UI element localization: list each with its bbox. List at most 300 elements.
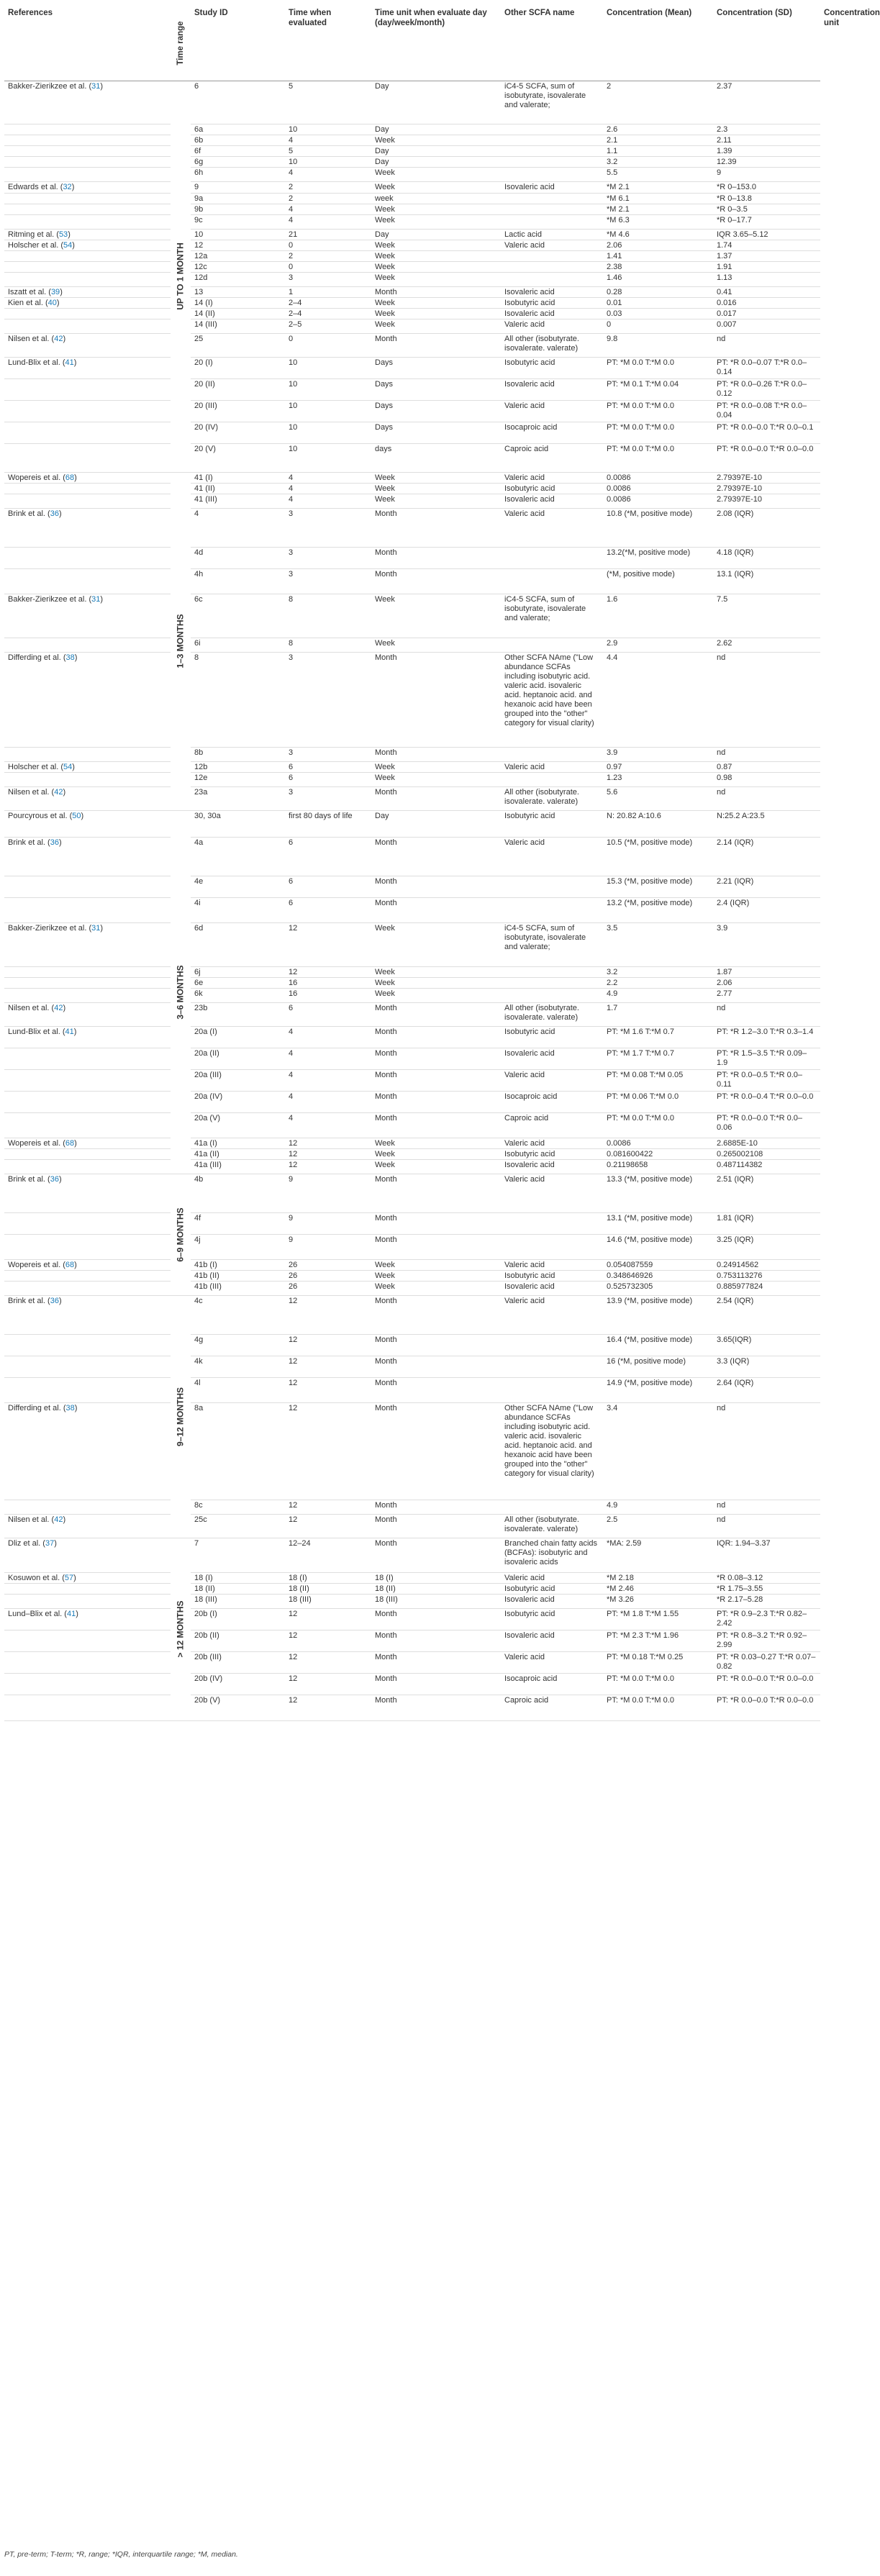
table-row (4, 1651, 820, 1673)
scfa-name-cell: Other SCFA NAme ("Low abundance SCFAs including isobutyric acid. valeric acid. isovaleric acid. heptanoic acid. and hexanoic acid have been grouped into the "other" category for visual clarity) (501, 652, 603, 747)
time-unit-cell: Week (371, 922, 501, 966)
study-id-cell: 6 (191, 81, 285, 124)
citation-link[interactable]: 39 (50, 287, 60, 296)
study-id-cell: 9c (191, 214, 285, 229)
time-evaluated-cell: 26 (285, 1259, 371, 1270)
header-concentration-mean: Concentration (Mean) (603, 6, 713, 81)
reference-author: Ritming et al. (8, 230, 55, 239)
reference-cell: Wopereis et al. (68) (4, 1259, 171, 1270)
time-evaluated-cell: 1 (285, 286, 371, 297)
table-row (4, 145, 820, 156)
table-row (4, 988, 820, 1002)
concentration-sd-cell: 1.37 (713, 250, 820, 261)
time-evaluated-cell: 12 (285, 1138, 371, 1148)
citation-link[interactable]: 41 (65, 1027, 74, 1036)
reference-cell (4, 1594, 171, 1608)
time-evaluated-cell: 3 (285, 786, 371, 810)
concentration-sd-cell: 0.016 (713, 297, 820, 308)
reference-cell (4, 443, 171, 472)
study-id-cell: 12c (191, 261, 285, 272)
concentration-sd-cell: PT: *R 0.0–0.4 T:*R 0.0–0.0 (713, 1091, 820, 1112)
concentration-mean-cell: PT: *M 0.06 T:*M 0.0 (603, 1091, 713, 1112)
study-id-cell: 20a (II) (191, 1048, 285, 1069)
concentration-mean-cell: PT: *M 0.08 T:*M 0.05 (603, 1069, 713, 1091)
concentration-sd-cell: 13.1 (IQR) (713, 568, 820, 594)
citation-link[interactable]: 68 (65, 1138, 75, 1148)
table-row (4, 1234, 820, 1259)
table-row (4, 1270, 820, 1281)
study-id-cell: 7 (191, 1538, 285, 1572)
reference-author: Dliz et al. (8, 1538, 41, 1548)
table-header: References Time range Study ID Time when evaluated Time unit when evaluate day (day/week/month) Other SCFA name Concentration (Mean) Concentration (SD) Concentration unit (4, 6, 820, 81)
time-range-label: 1–3 MONTHS (175, 614, 186, 668)
citation-link[interactable]: 36 (50, 1174, 59, 1184)
concentration-mean-cell: PT: *M 0.0 T:*M 0.0 (603, 1695, 713, 1720)
table-row (4, 1594, 820, 1608)
reference-cell (4, 319, 171, 333)
study-id-cell: 41a (I) (191, 1138, 285, 1148)
table-row (4, 1402, 820, 1500)
time-unit-cell: Week (371, 1281, 501, 1295)
time-unit-cell: Month (371, 547, 501, 568)
citation-link[interactable]: 54 (63, 762, 73, 771)
time-unit-cell: Week (371, 1148, 501, 1159)
citation-link[interactable]: 41 (66, 1609, 76, 1618)
table-row (4, 1091, 820, 1112)
study-id-cell: 4g (191, 1334, 285, 1356)
time-evaluated-cell: 12 (285, 1651, 371, 1673)
time-unit-cell: Day (371, 229, 501, 240)
study-id-cell: 25c (191, 1514, 285, 1538)
reference-author: Bakker-Zierikzee et al. (8, 923, 87, 933)
reference-cell (4, 1234, 171, 1259)
concentration-mean-cell: 10.5 (*M, positive mode) (603, 837, 713, 876)
time-evaluated-cell: 2 (285, 250, 371, 261)
reference-cell: Wopereis et al. (68) (4, 1138, 171, 1148)
reference-cell (4, 977, 171, 988)
citation-link[interactable]: 32 (63, 182, 72, 191)
concentration-sd-cell: nd (713, 652, 820, 747)
time-evaluated-cell: 12 (285, 1377, 371, 1402)
reference-cell (4, 897, 171, 922)
concentration-mean-cell: *M 2.1 (603, 204, 713, 214)
citation-link[interactable]: 53 (58, 230, 68, 239)
time-evaluated-cell: 4 (285, 135, 371, 145)
time-evaluated-cell: 3 (285, 568, 371, 594)
reference-author: Brink et al. (8, 509, 45, 518)
scfa-name-cell (501, 204, 603, 214)
time-unit-cell: Week (371, 214, 501, 229)
scfa-name-cell: Isocaproic acid (501, 422, 603, 443)
concentration-sd-cell: 1.39 (713, 145, 820, 156)
reference-cell (4, 1281, 171, 1295)
reference-author: Lund-Blix et al. (8, 358, 60, 367)
table-body (4, 81, 820, 1720)
table-row (4, 1673, 820, 1695)
concentration-sd-cell: 1.74 (713, 240, 820, 250)
study-id-cell: 4 (191, 508, 285, 547)
study-id-cell: 41b (III) (191, 1281, 285, 1295)
concentration-mean-cell: 0.348646926 (603, 1270, 713, 1281)
time-evaluated-cell: 5 (285, 81, 371, 124)
header-time-evaluated: Time when evaluated (285, 6, 371, 81)
time-evaluated-cell: 2–4 (285, 308, 371, 319)
reference-author: Differding et al. (8, 1403, 61, 1412)
reference-author: Iszatt et al. (8, 287, 47, 296)
study-id-cell: 14 (II) (191, 308, 285, 319)
table-row (4, 1002, 820, 1026)
time-evaluated-cell: 26 (285, 1281, 371, 1295)
table-row (4, 547, 820, 568)
citation-link[interactable]: 41 (65, 358, 74, 367)
time-unit-cell: Days (371, 378, 501, 400)
citation-link[interactable]: 31 (91, 923, 101, 933)
citation-link[interactable]: 54 (63, 240, 73, 250)
study-id-cell: 6b (191, 135, 285, 145)
scfa-name-cell: Valeric acid (501, 508, 603, 547)
table-row (4, 594, 820, 638)
citation-link[interactable]: 31 (91, 81, 101, 91)
concentration-sd-cell: 2.79397E-10 (713, 472, 820, 483)
study-id-cell: 10 (191, 229, 285, 240)
study-id-cell: 41 (III) (191, 494, 285, 508)
citation-link[interactable]: 31 (91, 594, 101, 604)
citation-link[interactable]: 38 (65, 653, 75, 662)
concentration-mean-cell: *M 6.1 (603, 193, 713, 204)
time-unit-cell: Month (371, 876, 501, 897)
concentration-mean-cell: 2 (603, 81, 713, 124)
study-id-cell: 12e (191, 772, 285, 786)
time-evaluated-cell: 10 (285, 378, 371, 400)
time-unit-cell: Month (371, 837, 501, 876)
concentration-sd-cell: 2.51 (IQR) (713, 1174, 820, 1212)
time-evaluated-cell: 0 (285, 261, 371, 272)
citation-link[interactable]: 42 (54, 334, 63, 343)
time-evaluated-cell: 18 (III) (285, 1594, 371, 1608)
time-unit-cell: Month (371, 1334, 501, 1356)
time-range-label: 3–6 MONTHS (175, 964, 186, 1020)
study-id-cell: 8c (191, 1500, 285, 1514)
concentration-mean-cell: *M 6.3 (603, 214, 713, 229)
scfa-name-cell (501, 1500, 603, 1514)
reference-cell: Nilsen et al. (42) (4, 786, 171, 810)
reference-cell: Kosuwon et al. (57) (4, 1572, 171, 1583)
scfa-name-cell (501, 167, 603, 181)
reference-author: Brink et al. (8, 838, 45, 847)
reference-cell: Brink et al. (36) (4, 1174, 171, 1212)
table-row (4, 422, 820, 443)
reference-cell (4, 145, 171, 156)
time-evaluated-cell: 6 (285, 876, 371, 897)
table-row (4, 240, 820, 250)
reference-cell (4, 124, 171, 135)
reference-cell: Bakker-Zierikzee et al. (31) (4, 922, 171, 966)
study-id-cell: 23a (191, 786, 285, 810)
table-row (4, 181, 820, 193)
study-id-cell: 6e (191, 977, 285, 988)
table-row (4, 786, 820, 810)
time-unit-cell: 18 (II) (371, 1583, 501, 1594)
study-id-cell: 6f (191, 145, 285, 156)
concentration-sd-cell: *R 1.75–3.55 (713, 1583, 820, 1594)
scfa-name-cell (501, 1334, 603, 1356)
scfa-name-cell (501, 193, 603, 204)
time-evaluated-cell: 3 (285, 747, 371, 761)
time-evaluated-cell: 5 (285, 145, 371, 156)
concentration-mean-cell: 2.1 (603, 135, 713, 145)
concentration-sd-cell: *R 0–3.5 (713, 204, 820, 214)
time-unit-cell: Month (371, 1500, 501, 1514)
reference-cell (4, 1334, 171, 1356)
concentration-mean-cell: PT: *M 0.0 T:*M 0.0 (603, 422, 713, 443)
concentration-mean-cell: PT: *M 0.0 T:*M 0.0 (603, 400, 713, 422)
time-unit-cell: Month (371, 897, 501, 922)
scfa-name-cell: Isobutyric acid (501, 1270, 603, 1281)
reference-cell: Nilsen et al. (42) (4, 333, 171, 357)
time-evaluated-cell: 12 (285, 1695, 371, 1720)
citation-link[interactable]: 42 (54, 1003, 63, 1012)
table-row (4, 229, 820, 240)
study-id-cell: 8b (191, 747, 285, 761)
scfa-name-cell: All other (isobutyrate. isovalerate. valerate) (501, 1002, 603, 1026)
reference-cell: Dliz et al. (37) (4, 1538, 171, 1572)
study-id-cell: 6c (191, 594, 285, 638)
header-scfa-name: Other SCFA name (501, 6, 603, 81)
reference-cell (4, 156, 171, 167)
reference-cell: Brink et al. (36) (4, 1295, 171, 1334)
time-evaluated-cell: 4 (285, 1069, 371, 1091)
concentration-mean-cell: PT: *M 0.0 T:*M 0.0 (603, 443, 713, 472)
concentration-mean-cell: 16 (*M, positive mode) (603, 1356, 713, 1377)
table-row (4, 1377, 820, 1402)
study-id-cell: 20a (I) (191, 1026, 285, 1048)
reference-cell: Nilsen et al. (42) (4, 1514, 171, 1538)
reference-author: Brink et al. (8, 1174, 45, 1184)
table-row (4, 308, 820, 319)
table-row (4, 443, 820, 472)
concentration-sd-cell: nd (713, 1002, 820, 1026)
time-evaluated-cell: 6 (285, 837, 371, 876)
concentration-sd-cell: 3.65(IQR) (713, 1334, 820, 1356)
time-evaluated-cell: 6 (285, 897, 371, 922)
table-row (4, 357, 820, 378)
table-row (4, 1538, 820, 1572)
scfa-name-cell: Valeric acid (501, 1138, 603, 1148)
time-unit-cell: Days (371, 422, 501, 443)
concentration-mean-cell: 0.03 (603, 308, 713, 319)
reference-cell: Bakker-Zierikzee et al. (31) (4, 594, 171, 638)
citation-link[interactable]: 36 (50, 838, 59, 847)
time-evaluated-cell: 4 (285, 472, 371, 483)
reference-cell (4, 876, 171, 897)
reference-cell (4, 308, 171, 319)
citation-link[interactable]: 42 (54, 1515, 63, 1524)
citation-link[interactable]: 50 (72, 811, 81, 820)
study-id-cell: 6d (191, 922, 285, 966)
concentration-mean-cell: 5.5 (603, 167, 713, 181)
concentration-sd-cell: PT: *R 0.0–0.5 T:*R 0.0–0.11 (713, 1069, 820, 1091)
citation-link[interactable]: 42 (54, 787, 63, 797)
concentration-sd-cell: 1.13 (713, 272, 820, 286)
study-id-cell: 6i (191, 638, 285, 652)
reference-author: Nilsen et al. (8, 1003, 50, 1012)
scfa-name-cell: All other (isobutyrate. isovalerate. valerate) (501, 333, 603, 357)
table-row (4, 966, 820, 977)
scfa-name-cell: Caproic acid (501, 1695, 603, 1720)
concentration-sd-cell: 2.21 (IQR) (713, 876, 820, 897)
time-unit-cell: Week (371, 1270, 501, 1281)
table-row (4, 494, 820, 508)
time-unit-cell: Week (371, 167, 501, 181)
concentration-sd-cell: PT: *R 1.5–3.5 T:*R 0.09–1.9 (713, 1048, 820, 1069)
scfa-name-cell: Isobutyric acid (501, 1583, 603, 1594)
table-row (4, 272, 820, 286)
time-unit-cell: Month (371, 1091, 501, 1112)
concentration-mean-cell: 1.46 (603, 272, 713, 286)
citation-link[interactable]: 68 (65, 473, 75, 482)
time-unit-cell: Week (371, 472, 501, 483)
study-id-cell: 41 (I) (191, 472, 285, 483)
concentration-sd-cell: PT: *R 0.9–2.3 T:*R 0.82–2.42 (713, 1608, 820, 1630)
reference-cell (4, 1500, 171, 1514)
scfa-name-cell: Isovaleric acid (501, 286, 603, 297)
time-evaluated-cell: 10 (285, 357, 371, 378)
time-evaluated-cell: 3 (285, 272, 371, 286)
scfa-name-cell: Valeric acid (501, 319, 603, 333)
reference-author: Nilsen et al. (8, 1515, 50, 1524)
study-id-cell: 9b (191, 204, 285, 214)
time-unit-cell: Month (371, 1651, 501, 1673)
scfa-name-cell (501, 747, 603, 761)
reference-cell (4, 1159, 171, 1174)
concentration-sd-cell: 0.487114382 (713, 1159, 820, 1174)
table-row (4, 977, 820, 988)
concentration-sd-cell: nd (713, 747, 820, 761)
scfa-name-cell: Caproic acid (501, 443, 603, 472)
time-unit-cell: Month (371, 286, 501, 297)
scfa-name-cell: iC4-5 SCFA, sum of isobutyrate, isovalerate and valerate; (501, 81, 603, 124)
concentration-mean-cell: 9.8 (603, 333, 713, 357)
table-row (4, 638, 820, 652)
header-time-unit: Time unit when evaluate day (day/week/month) (371, 6, 501, 81)
study-id-cell: 20a (III) (191, 1069, 285, 1091)
time-unit-cell: Month (371, 1695, 501, 1720)
table-row (4, 876, 820, 897)
concentration-mean-cell: 1.1 (603, 145, 713, 156)
study-id-cell: 4e (191, 876, 285, 897)
time-evaluated-cell: 2–4 (285, 297, 371, 308)
citation-link[interactable]: 40 (47, 298, 57, 307)
concentration-sd-cell: nd (713, 1500, 820, 1514)
concentration-mean-cell: PT: *M 0.0 T:*M 0.0 (603, 1673, 713, 1695)
scfa-name-cell: Isobutyric acid (501, 1148, 603, 1159)
time-unit-cell: Month (371, 1295, 501, 1334)
reference-cell (4, 638, 171, 652)
study-id-cell: 20 (I) (191, 357, 285, 378)
time-range-label: 6–9 MONTHS (175, 1207, 186, 1262)
concentration-mean-cell: 3.4 (603, 1402, 713, 1500)
time-unit-cell: Month (371, 1630, 501, 1651)
scfa-name-cell (501, 214, 603, 229)
table-row (4, 1138, 820, 1148)
time-unit-cell: Week (371, 250, 501, 261)
time-unit-cell: Week (371, 638, 501, 652)
reference-cell (4, 193, 171, 204)
scfa-name-cell: Isovaleric acid (501, 1281, 603, 1295)
time-evaluated-cell: 18 (I) (285, 1572, 371, 1583)
time-evaluated-cell: 2 (285, 181, 371, 193)
time-range-cell (171, 1295, 191, 1538)
concentration-mean-cell: 0.01 (603, 297, 713, 308)
citation-link[interactable]: 57 (64, 1573, 74, 1582)
time-evaluated-cell: 12 (285, 1514, 371, 1538)
reference-cell (4, 378, 171, 400)
reference-cell: Wopereis et al. (68) (4, 472, 171, 483)
study-id-cell: 4j (191, 1234, 285, 1259)
time-evaluated-cell: first 80 days of life (285, 810, 371, 837)
concentration-mean-cell: 3.9 (603, 747, 713, 761)
study-id-cell: 4f (191, 1212, 285, 1234)
concentration-sd-cell: nd (713, 1514, 820, 1538)
study-id-cell: 8 (191, 652, 285, 747)
table-row (4, 1630, 820, 1651)
time-evaluated-cell: 10 (285, 443, 371, 472)
study-id-cell: 20b (IV) (191, 1673, 285, 1695)
concentration-mean-cell: 16.4 (*M, positive mode) (603, 1334, 713, 1356)
time-unit-cell: Month (371, 1402, 501, 1500)
concentration-mean-cell: PT: *M 1.7 T:*M 0.7 (603, 1048, 713, 1069)
citation-link[interactable]: 37 (45, 1538, 55, 1548)
citation-link[interactable]: 36 (50, 1296, 59, 1305)
table-row (4, 135, 820, 145)
study-id-cell: 12d (191, 272, 285, 286)
time-evaluated-cell: 8 (285, 594, 371, 638)
time-evaluated-cell: 12 (285, 1500, 371, 1514)
scfa-name-cell: iC4-5 SCFA, sum of isobutyrate, isovalerate and valerate; (501, 594, 603, 638)
concentration-sd-cell: PT: *R 0.0–0.26 T:*R 0.0–0.12 (713, 378, 820, 400)
citation-link[interactable]: 68 (65, 1260, 75, 1269)
scfa-name-cell (501, 1234, 603, 1259)
concentration-sd-cell: 1.87 (713, 966, 820, 977)
time-evaluated-cell: 4 (285, 1112, 371, 1138)
scfa-name-cell (501, 1356, 603, 1377)
concentration-mean-cell: N: 20.82 A:10.6 (603, 810, 713, 837)
time-evaluated-cell: 12 (285, 1402, 371, 1500)
concentration-mean-cell: 2.06 (603, 240, 713, 250)
reference-cell (4, 1673, 171, 1695)
study-id-cell: 4h (191, 568, 285, 594)
scfa-name-cell: All other (isobutyrate. isovalerate. valerate) (501, 1514, 603, 1538)
table-row (4, 214, 820, 229)
study-id-cell: 6g (191, 156, 285, 167)
study-id-cell: 41a (II) (191, 1148, 285, 1159)
table-row (4, 261, 820, 272)
time-unit-cell: Week (371, 297, 501, 308)
reference-author: Lund-Blix et al. (8, 1027, 60, 1036)
scfa-name-cell (501, 145, 603, 156)
table-row (4, 1159, 820, 1174)
header-time-range-label: Time range (176, 21, 185, 65)
concentration-sd-cell: 0.753113276 (713, 1270, 820, 1281)
study-id-cell: 9a (191, 193, 285, 204)
time-evaluated-cell: 0 (285, 240, 371, 250)
study-id-cell: 18 (III) (191, 1594, 285, 1608)
study-id-cell: 23b (191, 1002, 285, 1026)
citation-link[interactable]: 38 (65, 1403, 75, 1412)
reference-author: Holscher et al. (8, 240, 59, 250)
citation-link[interactable]: 36 (50, 509, 59, 518)
table-row (4, 1281, 820, 1295)
